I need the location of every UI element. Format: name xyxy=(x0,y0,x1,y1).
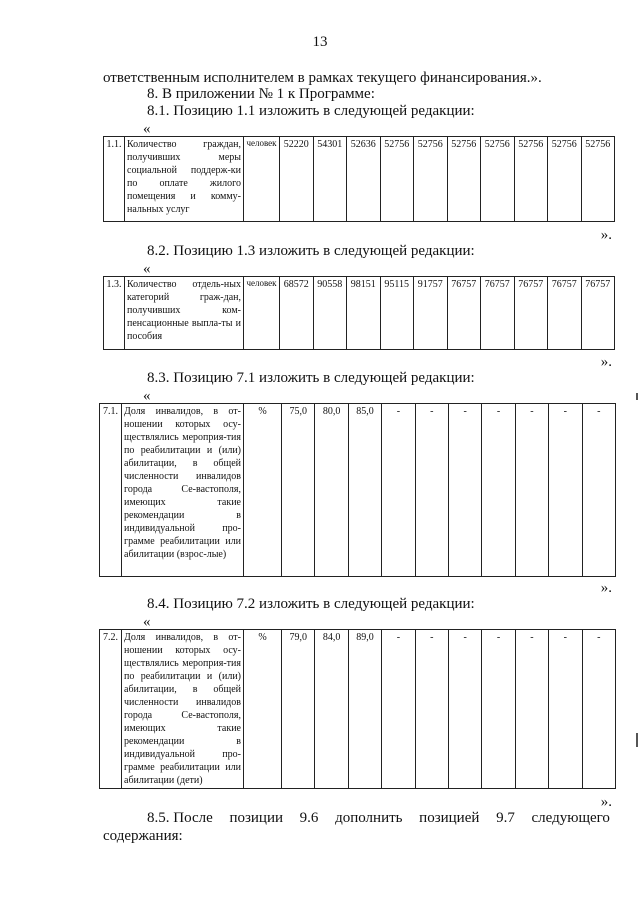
text-line-item-8-4: 8.4. Позицию 7.2 изложить в следующей редакции: xyxy=(147,596,475,612)
text-line-item-8-5 xyxy=(147,810,610,827)
value-cell: 52220 xyxy=(280,137,314,222)
word: 8.5. После xyxy=(147,810,213,826)
close-quote: ». xyxy=(600,580,612,596)
page-number: 13 xyxy=(312,34,328,50)
text-line-item-8-2: 8.2. Позицию 1.3 изложить в следующей редакции: xyxy=(147,243,475,259)
open-quote: « xyxy=(143,121,151,137)
value-cell: 52756 xyxy=(380,137,414,222)
value-cell: - xyxy=(382,404,415,577)
value-cell: 90558 xyxy=(313,277,347,350)
value-cell: - xyxy=(448,404,481,577)
table-position-7-1 xyxy=(99,403,616,577)
value-cell: - xyxy=(549,404,582,577)
value-cell: 68572 xyxy=(280,277,314,350)
value-cell: 52756 xyxy=(481,137,515,222)
word: дополнить xyxy=(335,810,403,826)
value-cell: - xyxy=(382,630,415,789)
indicator-name: Доля инвалидов, в от-ношении которых осу-ществлялись мероприя-тия по реабилитации и (или) абилитации, в общей численности инвалидов города Се-вастополя, имеющих такие рекомендации в индивидуальной про-грамме реабилитации или абилитации (дети) xyxy=(122,630,244,789)
text-line-continuation: ответственным исполнителем в рамках текущего финансирования.». xyxy=(103,70,542,86)
text-line-item-8-1: 8.1. Позицию 1.1 изложить в следующей редакции: xyxy=(147,103,475,119)
value-cell: 91757 xyxy=(414,277,448,350)
close-quote: ». xyxy=(600,354,612,370)
value-cell: 80,0 xyxy=(315,404,348,577)
indicator-name: Количество отдель-ных категорий граж-дан, получивших ком-пенсационные выпла-ты и пособия xyxy=(125,277,244,350)
position-number: 7.1. xyxy=(100,404,122,577)
value-cell: 75,0 xyxy=(282,404,315,577)
value-cell: - xyxy=(515,404,548,577)
value-cell: - xyxy=(549,630,582,789)
value-cell: 76757 xyxy=(447,277,481,350)
word: 9.7 xyxy=(496,810,515,826)
value-cell: 52756 xyxy=(548,137,582,222)
value-cell: 52756 xyxy=(447,137,481,222)
word: позиции xyxy=(229,810,283,826)
value-cell: 76757 xyxy=(581,277,615,350)
word: следующего xyxy=(531,810,610,826)
word: 9.6 xyxy=(299,810,319,826)
unit-cell: % xyxy=(244,630,282,789)
table-position-7-2 xyxy=(99,629,616,789)
value-cell: - xyxy=(482,404,515,577)
table-row xyxy=(104,277,615,350)
position-number: 1.1. xyxy=(104,137,125,222)
value-cell: 84,0 xyxy=(315,630,348,789)
position-number: 1.3. xyxy=(104,277,125,350)
table-row xyxy=(100,630,616,789)
table-position-1-1 xyxy=(103,136,615,222)
value-cell: 76757 xyxy=(481,277,515,350)
text-line-item-8-3: 8.3. Позицию 7.1 изложить в следующей редакции: xyxy=(147,370,475,386)
value-cell: 76757 xyxy=(548,277,582,350)
value-cell: - xyxy=(482,630,515,789)
indicator-name: Количество граждан, получивших меры социальной поддерж-ки по оплате жилого помещения и комму-нальных услуг xyxy=(125,137,244,222)
value-cell: - xyxy=(415,630,448,789)
value-cell: 54301 xyxy=(313,137,347,222)
scan-artifact xyxy=(636,733,638,747)
value-cell: 85,0 xyxy=(348,404,381,577)
value-cell: 52756 xyxy=(414,137,448,222)
table-position-1-3 xyxy=(103,276,615,350)
value-cell: - xyxy=(415,404,448,577)
value-cell: 98151 xyxy=(347,277,381,350)
value-cell: 79,0 xyxy=(282,630,315,789)
open-quote: « xyxy=(143,261,151,277)
table-row xyxy=(104,137,615,222)
scan-artifact xyxy=(636,393,638,400)
unit-cell: человек xyxy=(244,277,280,350)
text-line-item-8: 8. В приложении № 1 к Программе: xyxy=(147,86,375,102)
word: позицией xyxy=(419,810,480,826)
value-cell: - xyxy=(582,404,615,577)
open-quote: « xyxy=(143,614,151,630)
value-cell: - xyxy=(515,630,548,789)
value-cell: 89,0 xyxy=(348,630,381,789)
position-number: 7.2. xyxy=(100,630,122,789)
unit-cell: % xyxy=(244,404,282,577)
value-cell: 52756 xyxy=(514,137,548,222)
open-quote: « xyxy=(143,388,151,404)
text-line-continuation: содержания: xyxy=(103,828,183,844)
indicator-name: Доля инвалидов, в от-ношении которых осу-ществлялись мероприя-тия по реабилитации и (или) абилитации, в общей численности инвалидов города Се-вастополя, имеющих такие рекомендации в индивидуальной про-грамме реабилитации или абилитации (взрос-лые) xyxy=(122,404,244,577)
unit-cell: человек xyxy=(244,137,280,222)
value-cell: - xyxy=(582,630,615,789)
value-cell: 76757 xyxy=(514,277,548,350)
value-cell: 52636 xyxy=(347,137,381,222)
value-cell: 95115 xyxy=(380,277,414,350)
table-row xyxy=(100,404,616,577)
close-quote: ». xyxy=(600,227,612,243)
close-quote: ». xyxy=(600,794,612,810)
value-cell: 52756 xyxy=(581,137,615,222)
value-cell: - xyxy=(448,630,481,789)
